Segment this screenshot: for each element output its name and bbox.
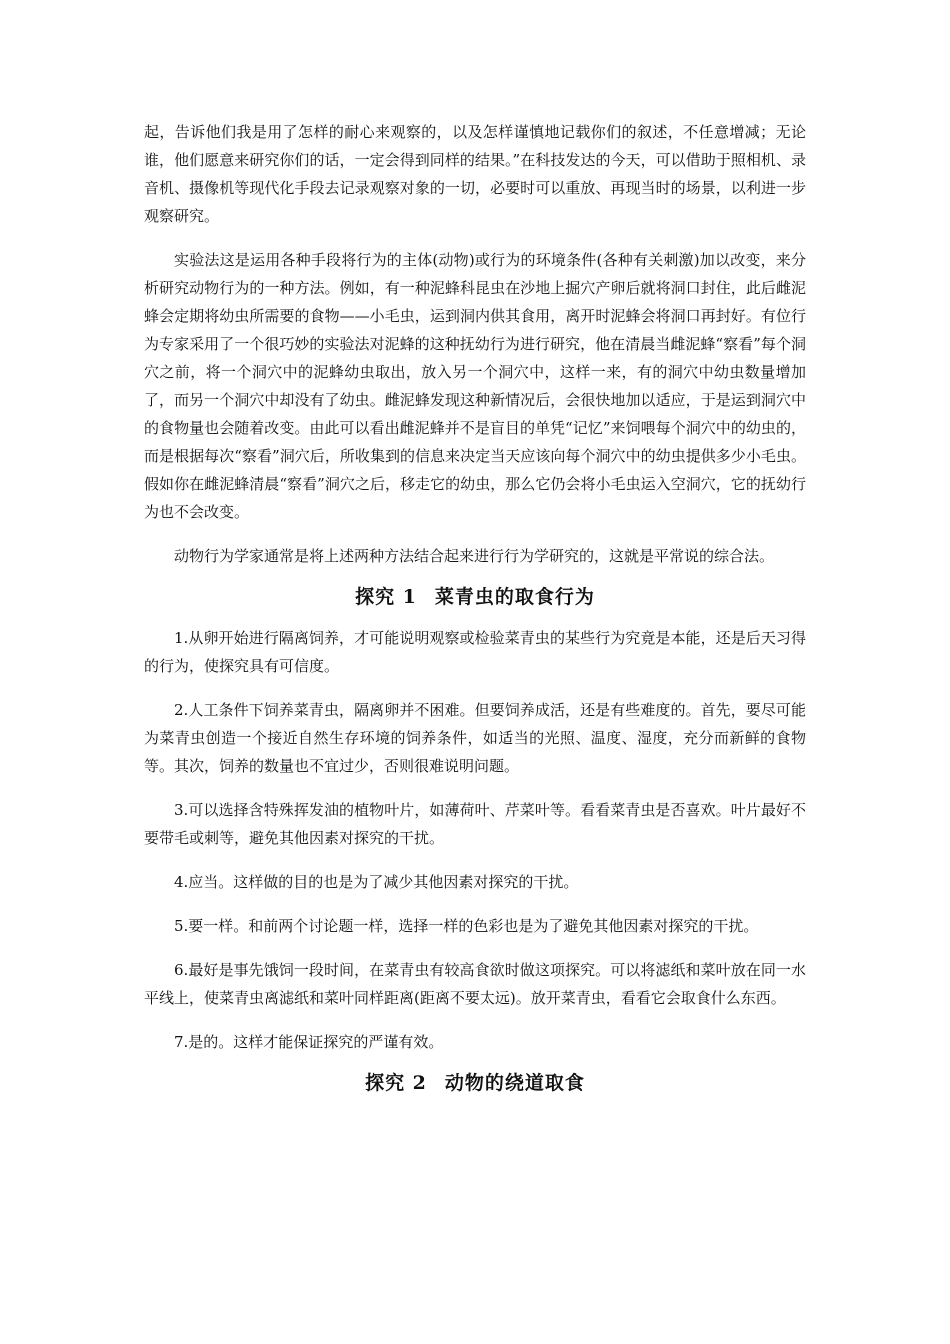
intro-paragraph-continuation: 起，告诉他们我是用了怎样的耐心来观察的，以及怎样谨慎地记载你们的叙述，不任意增减；无论谁，他们愿意来研究你们的话，一定会得到同样的结果。”在科技发达的今天，可以借助于照相机、录音机、摄像机等现代化手段去记录观察对象的一切，必要时可以重放、再现当时的场景，以利进一步观察研究。 <box>144 123 806 225</box>
section-1-title: 菜青虫的取食行为 <box>434 586 595 608</box>
section-1-item-4: 4.应当。这样做的目的也是为了减少其他因素对探究的干扰。 <box>174 873 579 891</box>
document-page <box>144 118 806 1098</box>
section-1-item-6: 6.最好是事先饿饲一段时间，在菜青虫有较高食欲时做这项探究。可以将滤纸和菜叶放在同一水平线上，使菜青虫离滤纸和菜叶同样距离(距离不要太远)。放开菜青虫，看看它会取食什么东西。 <box>144 961 806 1007</box>
section-1-item-3: 3.可以选择含特殊挥发油的植物叶片，如薄荷叶、芹菜叶等。看看菜青虫是否喜欢。叶片最好不要带毛或刺等，避免其他因素对探究的干扰。 <box>144 801 806 847</box>
section-1-item-7: 7.是的。这样才能保证探究的严谨有效。 <box>174 1033 444 1051</box>
section-1-heading <box>144 582 806 612</box>
intro-paragraph-experiment-method: 实验法这是运用各种手段将行为的主体(动物)或行为的环境条件(各种有关刺激)加以改变，来分析研究动物行为的一种方法。例如，有一种泥蜂科昆虫在沙地上掘穴产卵后就将洞口封住，此后雌泥蜂会定期将幼虫所需要的食物——小毛虫，运到洞内供其食用，离开时泥蜂会将洞口再封好。有位行为专家采用了一个很巧妙的实验法对泥蜂的这种抚幼行为进行研究，他在清晨当雌泥蜂“察看”每个洞穴之前，将一个洞穴中的泥蜂幼虫取出，放入另一个洞穴中，这样一来，有的洞穴中幼虫数量增加了，而另一个洞穴中却没有了幼虫。雌泥蜂发现这种新情况后，会很快地加以适应，于是运到洞穴中的食物量也会随着改变。由此可以看出雌泥蜂并不是盲目的单凭“记忆”来饲喂每个洞穴中的幼虫的，而是根据每次“察看”洞穴后，所收集到的信息来决定当天应该向每个洞穴中的幼虫提供多少小毛虫。假如你在雌泥蜂清晨“察看”洞穴之后，移走它的幼虫，那么它仍会将小毛虫运入空洞穴，它的抚幼行为也不会改变。 <box>144 251 806 521</box>
section-2-title: 动物的绕道取食 <box>444 1072 585 1094</box>
intro-paragraph-combined-method: 动物行为学家通常是将上述两种方法结合起来进行行为学研究的，这就是平常说的综合法。 <box>174 547 775 565</box>
section-2-heading <box>144 1068 806 1098</box>
section-1-item-5: 5.要一样。和前两个讨论题一样，选择一样的色彩也是为了避免其他因素对探究的干扰。 <box>174 917 759 935</box>
section-1-item-2: 2.人工条件下饲养菜青虫，隔离卵并不困难。但要饲养成活，还是有些难度的。首先，要尽可能为菜青虫创造一个接近自然生存环境的饲养条件，如适当的光照、温度、湿度，充分而新鲜的食物等。其次，饲养的数量也不宜过少，否则很难说明问题。 <box>144 701 806 775</box>
section-2-label: 探究 2 <box>365 1072 427 1094</box>
section-1-label: 探究 1 <box>355 586 417 608</box>
section-1-item-1: 1.从卵开始进行隔离饲养，才可能说明观察或检验菜青虫的某些行为究竟是本能，还是后天习得的行为，使探究具有可信度。 <box>144 629 806 675</box>
